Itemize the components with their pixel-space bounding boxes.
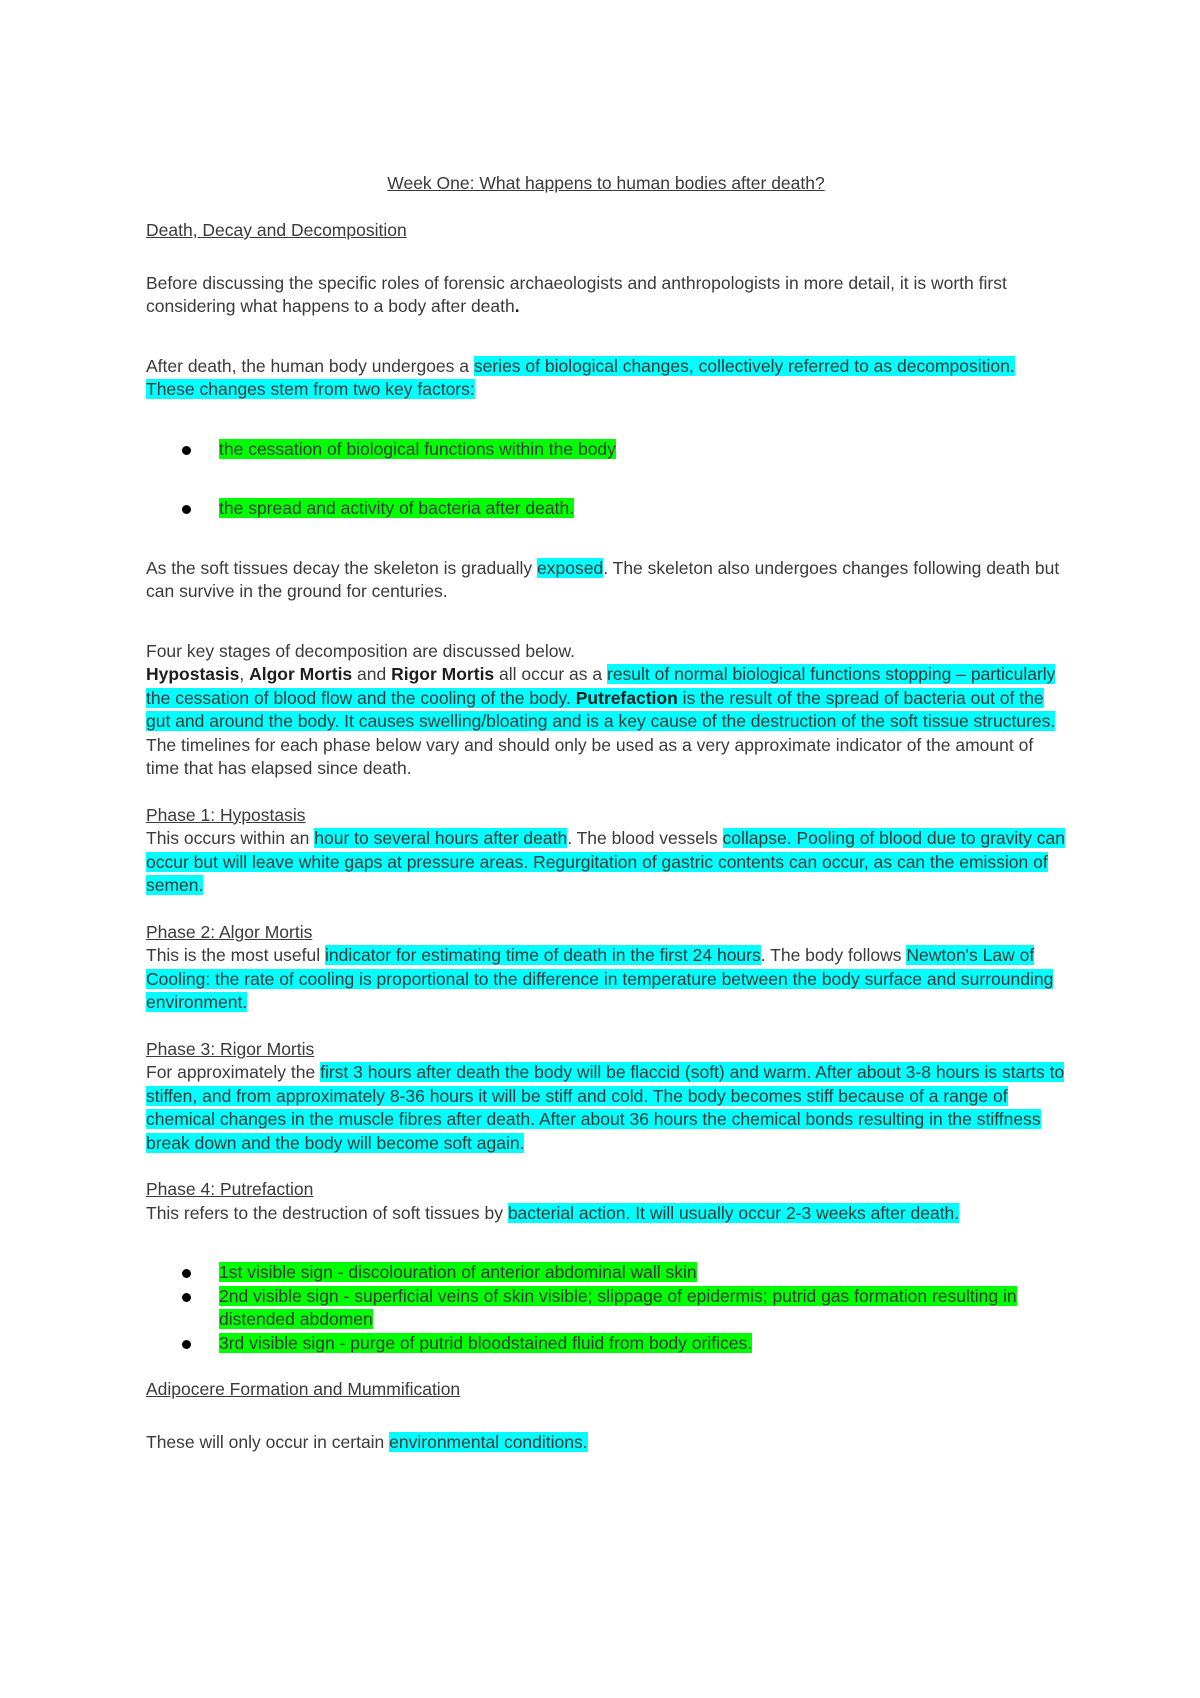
list-item: 3rd visible sign - purge of putrid bloodstained fluid from body orifices. [146, 1332, 1066, 1356]
phase1-heading: Phase 1: Hypostasis [146, 804, 306, 825]
skeleton-paragraph: As the soft tissues decay the skeleton is gradually exposed. The skeleton also undergoes changes following death but can survive in the ground for centuries. [146, 557, 1060, 601]
stages-intro: Four key stages of decomposition are discussed below. [146, 640, 575, 661]
bullet-icon [182, 1293, 191, 1302]
highlight: first 3 hours after death the body will be flaccid (soft) and warm. After about 3-8 hours is starts to stiffen, and from approximately 8-36 hours it will be stiff and cold. The body becomes stiff because of a range of chemical changes in the muscle fibres after death. After about 36 hours the chemical bonds resulting in the stiffness break down and the body will become soft again. [146, 1062, 1065, 1153]
highlight: bacterial action. It will usually occur 2-3 weeks after death. [507, 1202, 960, 1223]
highlight: Newton's Law of Cooling: the rate of cooling is proportional to the difference in temperature between the body surface and surrounding environment. [146, 945, 1054, 1012]
bullet-icon [182, 1269, 191, 1278]
highlight: indicator for estimating time of death in the first 24 hours [324, 945, 761, 965]
phase3-heading: Phase 3: Rigor Mortis [146, 1038, 315, 1059]
list-item: 2nd visible sign - superficial veins of skin visible; slippage of epidermis; putrid gas formation resulting in distended abdomen [146, 1285, 1066, 1332]
intro-paragraph: Before discussing the specific roles of forensic archaeologists and anthropologists in more detail, it is worth first considering what happens to a body after death. [146, 272, 1007, 316]
bullet-icon [182, 505, 191, 514]
highlight: collapse. Pooling of blood due to gravity can occur but will leave white gaps at pressure areas. Regurgitation of gastric contents can occur, as can the emission of semen. [146, 828, 1065, 895]
list-item: the spread and activity of bacteria after death. [146, 497, 1066, 521]
stages-paragraph: Hypostasis, Algor Mortis and Rigor Mortis all occur as a result of normal biological functions stopping – particularly the cessation of blood flow and the cooling of the body. Putrefaction is the result of the spread of bacteria out of the gut and around the body. It causes swelling/bloating and is a key cause of the destruction of the soft tissue structures. The timelines for each phase below vary and should only be used as a very approximate indicator of the amount of time that has elapsed since death. [146, 664, 1056, 778]
highlight: hour to several hours after death [314, 828, 568, 848]
document-page [146, 172, 1066, 1454]
phase2-paragraph: This is the most useful indicator for estimating time of death in the first 24 hours. The body follows Newton's Law of Cooling: the rate of cooling is proportional to the difference in temperature between the body surface and surrounding environment. [146, 945, 1054, 1012]
list-item: 1st visible sign - discolouration of anterior abdominal wall skin [146, 1261, 1066, 1285]
phase3-paragraph: For approximately the first 3 hours after death the body will be flaccid (soft) and warm. After about 3-8 hours is starts to stiffen, and from approximately 8-36 hours it will be stiff and cold. The body becomes stiff because of a range of chemical changes in the muscle fibres after death. After about 36 hours the chemical bonds resulting in the stiffness break down and the body will become soft again. [146, 1062, 1065, 1153]
phase2-heading: Phase 2: Algor Mortis [146, 921, 313, 942]
bullet-icon [182, 446, 191, 455]
list-item: the cessation of biological functions within the body [146, 438, 1066, 462]
highlight: environmental conditions. [389, 1431, 588, 1452]
section-heading-decomposition: Death, Decay and Decomposition [146, 220, 407, 240]
section-heading-adipocere: Adipocere Formation and Mummification [146, 1379, 461, 1399]
decomposition-paragraph: After death, the human body undergoes a series of biological changes, collectively referred to as decomposition. These changes stem from two key factors: [146, 355, 1015, 399]
phase4-paragraph: This refers to the destruction of soft tissues by bacterial action. It will usually occur 2-3 weeks after death. [146, 1202, 960, 1223]
phase1-paragraph: This occurs within an hour to several hours after death. The blood vessels collapse. Pooling of blood due to gravity can occur but will leave white gaps at pressure areas. Regurgitation of gastric contents can occur, as can the emission of semen. [146, 828, 1065, 895]
bullet-icon [182, 1340, 191, 1349]
highlight: result of normal biological functions stopping – particularly the cessation of blood flow and the cooling of the body. [146, 664, 1056, 708]
signs-list [146, 1261, 1066, 1355]
factor-list [146, 438, 1066, 521]
phase4-heading: Phase 4: Putrefaction [146, 1179, 314, 1199]
highlight: is the result of the spread of bacteria out of the gut and around the body. It causes swelling/bloating and is a key cause of the destruction of the soft tissue structures. [146, 687, 1056, 731]
conditions-paragraph: These will only occur in certain environmental conditions. [146, 1431, 588, 1452]
document-title: Week One: What happens to human bodies after death? [387, 173, 825, 193]
highlight: series of biological changes, collectively referred to as decomposition. These changes stem from two key factors: [146, 355, 1015, 399]
highlight: exposed [537, 557, 604, 578]
